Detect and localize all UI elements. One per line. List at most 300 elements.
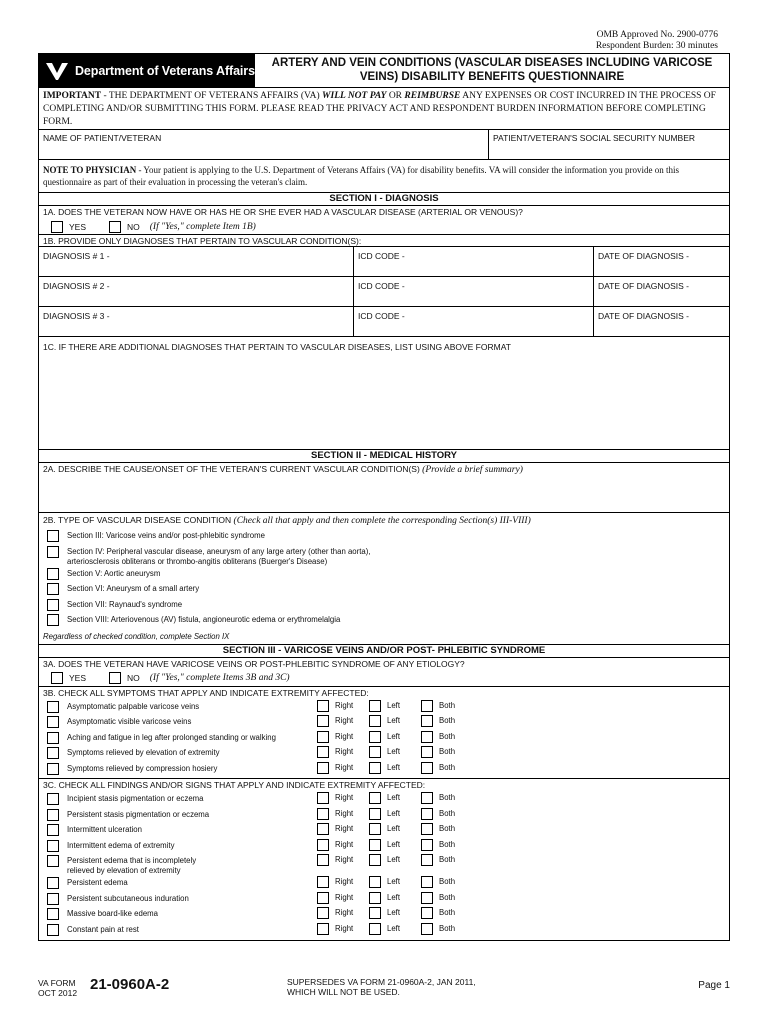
finding-row bbox=[39, 808, 729, 824]
symptom-both-label: Both bbox=[439, 747, 456, 756]
symptom-right-label: Right bbox=[335, 747, 354, 756]
form-frame bbox=[38, 53, 730, 941]
finding-row bbox=[39, 839, 729, 855]
note-to-physician bbox=[39, 160, 729, 193]
note-lead: NOTE TO PHYSICIAN bbox=[43, 165, 137, 175]
finding-left-option bbox=[369, 823, 421, 835]
finding-left-label: Left bbox=[387, 892, 401, 902]
symptom-left-checkbox[interactable] bbox=[369, 700, 381, 712]
agency-name: Department of Veterans Affairs bbox=[75, 63, 255, 78]
q2b-option-6[interactable] bbox=[39, 613, 729, 629]
finding-right-checkbox[interactable] bbox=[317, 839, 329, 851]
finding-left-checkbox[interactable] bbox=[369, 839, 381, 851]
finding-row bbox=[39, 907, 729, 923]
finding-right-label: Right bbox=[335, 824, 354, 833]
symptom-left-checkbox[interactable] bbox=[369, 715, 381, 727]
finding-left-label: Left bbox=[387, 824, 401, 833]
q2b-option-6-checkbox[interactable] bbox=[47, 614, 59, 626]
q2a-field[interactable] bbox=[39, 463, 729, 513]
date-2-field[interactable]: DATE OF DIAGNOSIS - bbox=[598, 281, 689, 291]
finding-label-line1: Persistent edema bbox=[67, 878, 128, 887]
omb-block bbox=[596, 30, 718, 52]
symptom-right-label: Right bbox=[335, 731, 354, 741]
finding-label-line2: relieved by elevation of extremity bbox=[67, 866, 181, 875]
section-3-title: SECTION III - VARICOSE VEINS AND/OR POST- PHLEBITIC SYNDROME bbox=[39, 645, 729, 658]
q2b-note: (Check all that apply and then complete the corresponding Section(s) III-VIII) bbox=[233, 516, 531, 526]
finding-right-label: Right bbox=[335, 908, 354, 917]
finding-left-label: Left bbox=[387, 839, 401, 849]
finding-label bbox=[67, 854, 317, 876]
finding-both-label: Both bbox=[439, 923, 456, 933]
q2b-option-2-line1: Section IV: Peripheral vascular disease, aneurysm of any large artery (other than aorta), bbox=[67, 546, 371, 556]
symptom-right-checkbox[interactable] bbox=[317, 700, 329, 712]
symptom-right-checkbox[interactable] bbox=[317, 762, 329, 774]
q2b-option-4-label: Section VI: Aneurysm of a small artery bbox=[67, 584, 200, 593]
symptom-checkbox[interactable] bbox=[47, 732, 59, 744]
symptom-left-checkbox[interactable] bbox=[369, 731, 381, 743]
symptom-label bbox=[67, 715, 317, 727]
patient-name-label: NAME OF PATIENT/VETERAN bbox=[43, 133, 162, 143]
symptom-right-checkbox[interactable] bbox=[317, 731, 329, 743]
symptom-extremity-options bbox=[317, 700, 473, 712]
finding-both-checkbox[interactable] bbox=[421, 876, 433, 888]
finding-label-line1: Intermittent ulceration bbox=[67, 825, 142, 834]
finding-right-checkbox[interactable] bbox=[317, 923, 329, 935]
finding-list bbox=[39, 792, 729, 938]
finding-right-checkbox[interactable] bbox=[317, 792, 329, 804]
finding-label-line1: Constant pain at rest bbox=[67, 924, 139, 934]
q3a-label: 3A. DOES THE VETERAN HAVE VARICOSE VEINS OR POST-PHLEBITIC SYNDROME OF ANY ETIOLOGY? bbox=[43, 658, 465, 669]
q3a-yes-checkbox[interactable] bbox=[51, 672, 63, 684]
q1c-label: 1C. IF THERE ARE ADDITIONAL DIAGNOSES THAT PERTAIN TO VASCULAR DISEASES, LIST USING ABOVE FORMAT bbox=[43, 342, 511, 352]
symptom-right-option bbox=[317, 746, 369, 758]
symptom-extremity-options bbox=[317, 715, 473, 727]
icd-1-field[interactable]: ICD CODE - bbox=[354, 247, 594, 276]
symptom-both-label: Both bbox=[439, 700, 456, 710]
finding-left-option bbox=[369, 876, 421, 888]
symptom-right-label: Right bbox=[335, 700, 354, 710]
symptom-both-label: Both bbox=[439, 762, 456, 772]
q3a-yes-label: YES bbox=[69, 673, 87, 683]
finding-right-option bbox=[317, 839, 369, 851]
finding-left-checkbox[interactable] bbox=[369, 854, 381, 866]
finding-extremity-options bbox=[317, 923, 473, 935]
q1a-block bbox=[39, 206, 729, 235]
form-header bbox=[39, 54, 729, 88]
patient-ssn-label: PATIENT/VETERAN'S SOCIAL SECURITY NUMBER bbox=[493, 133, 696, 143]
q2b-option-2-line2: arteriosclerosis obliterans or thrombo-angitis obliterans (Buerger's Disease) bbox=[67, 556, 328, 566]
finding-extremity-options bbox=[317, 792, 473, 804]
q1b-label: 1B. PROVIDE ONLY DIAGNOSES THAT PERTAIN TO VASCULAR CONDITION(S): bbox=[39, 235, 729, 247]
finding-both-checkbox[interactable] bbox=[421, 808, 433, 820]
symptom-row bbox=[39, 700, 729, 716]
q3a-block bbox=[39, 658, 729, 687]
will-not-pay: WILL NOT PAY bbox=[322, 91, 387, 101]
symptom-left-option bbox=[369, 700, 421, 712]
q2b-option-5[interactable] bbox=[39, 598, 729, 614]
diagnosis-2-field[interactable]: DIAGNOSIS # 2 - bbox=[39, 277, 354, 306]
symptom-left-checkbox[interactable] bbox=[369, 746, 381, 758]
q2b-block bbox=[39, 513, 729, 645]
form-title-line2: VEINS) DISABILITY BENEFITS QUESTIONNAIRE bbox=[359, 70, 625, 83]
important-or: OR bbox=[386, 91, 405, 101]
finding-both-label: Both bbox=[439, 793, 456, 802]
symptom-label-line1: Asymptomatic visible varicose veins bbox=[67, 717, 192, 726]
finding-extremity-options bbox=[317, 823, 473, 835]
va-seal-icon bbox=[45, 60, 69, 82]
finding-both-label: Both bbox=[439, 877, 456, 886]
finding-both-option bbox=[421, 839, 473, 851]
finding-both-option bbox=[421, 923, 473, 935]
q3b-label: 3B. CHECK ALL SYMPTOMS THAT APPLY AND INDICATE EXTREMITY AFFECTED: bbox=[43, 687, 369, 698]
supersedes-note bbox=[287, 977, 476, 997]
finding-left-option bbox=[369, 854, 421, 866]
finding-right-label: Right bbox=[335, 855, 354, 864]
symptom-label-line1: Symptoms relieved by compression hosiery bbox=[67, 763, 218, 773]
symptom-row bbox=[39, 731, 729, 747]
q2b-option-1[interactable] bbox=[39, 529, 729, 545]
finding-both-option bbox=[421, 808, 473, 820]
symptom-label-line1: Asymptomatic palpable varicose veins bbox=[67, 701, 200, 711]
q2b-option-2-checkbox[interactable] bbox=[47, 546, 59, 558]
symptom-both-option bbox=[421, 731, 473, 743]
symptom-both-checkbox[interactable] bbox=[421, 746, 433, 758]
symptom-both-checkbox[interactable] bbox=[421, 731, 433, 743]
form-title-line1: ARTERY AND VEIN CONDITIONS (VASCULAR DISEASES INCLUDING VARICOSE bbox=[271, 57, 713, 69]
finding-left-checkbox[interactable] bbox=[369, 808, 381, 820]
form-footer bbox=[38, 975, 730, 1007]
finding-left-label: Left bbox=[387, 908, 401, 917]
finding-right-label: Right bbox=[335, 892, 354, 902]
finding-right-option bbox=[317, 907, 369, 919]
symptom-both-option bbox=[421, 715, 473, 727]
patient-name-field[interactable] bbox=[39, 130, 489, 159]
symptom-both-label: Both bbox=[439, 716, 456, 725]
va-logo bbox=[39, 54, 255, 87]
finding-right-checkbox[interactable] bbox=[317, 907, 329, 919]
va-form-label bbox=[38, 978, 77, 998]
finding-checkbox[interactable] bbox=[47, 877, 59, 889]
symptom-checkbox[interactable] bbox=[47, 716, 59, 728]
symptom-right-checkbox[interactable] bbox=[317, 746, 329, 758]
finding-right-option bbox=[317, 876, 369, 888]
q2b-option-2[interactable] bbox=[39, 545, 729, 567]
finding-left-label: Left bbox=[387, 808, 401, 818]
q1c-field[interactable] bbox=[39, 337, 729, 450]
finding-left-option bbox=[369, 839, 421, 851]
finding-checkbox[interactable] bbox=[47, 855, 59, 867]
finding-left-option bbox=[369, 792, 421, 804]
important-text1: - THE DEPARTMENT OF VETERANS AFFAIRS (VA) bbox=[101, 91, 323, 101]
q1a-yes-checkbox[interactable] bbox=[51, 221, 63, 233]
q3a-options bbox=[39, 671, 729, 686]
symptom-left-option bbox=[369, 715, 421, 727]
finding-label bbox=[67, 839, 317, 851]
finding-right-option bbox=[317, 892, 369, 904]
finding-right-checkbox[interactable] bbox=[317, 854, 329, 866]
finding-right-checkbox[interactable] bbox=[317, 808, 329, 820]
q2b-option-3[interactable] bbox=[39, 567, 729, 583]
finding-left-checkbox[interactable] bbox=[369, 907, 381, 919]
symptom-label-line1: Aching and fatigue in leg after prolonged standing or walking bbox=[67, 732, 276, 742]
icd-3-field[interactable]: ICD CODE - bbox=[354, 307, 594, 336]
finding-label bbox=[67, 923, 317, 935]
finding-both-checkbox[interactable] bbox=[421, 854, 433, 866]
form-title bbox=[255, 54, 729, 87]
symptom-left-label: Left bbox=[387, 747, 401, 756]
symptom-right-option bbox=[317, 715, 369, 727]
diagnosis-row-3 bbox=[39, 307, 729, 337]
finding-label-line1: Persistent subcutaneous induration bbox=[67, 893, 189, 903]
symptom-right-label: Right bbox=[335, 716, 354, 725]
q2b-option-1-label: Section III: Varicose veins and/or post-phlebitic syndrome bbox=[67, 531, 265, 540]
symptom-label bbox=[67, 700, 317, 712]
finding-both-checkbox[interactable] bbox=[421, 792, 433, 804]
finding-right-label: Right bbox=[335, 839, 354, 849]
reimburse: REIMBURSE bbox=[404, 91, 461, 101]
finding-right-option bbox=[317, 823, 369, 835]
q2b-option-3-label: Section V: Aortic aneurysm bbox=[67, 568, 161, 578]
finding-label bbox=[67, 876, 317, 888]
important-lead: IMPORTANT bbox=[43, 91, 102, 101]
finding-both-label: Both bbox=[439, 839, 456, 849]
finding-extremity-options bbox=[317, 854, 473, 866]
finding-row bbox=[39, 876, 729, 892]
finding-both-option bbox=[421, 876, 473, 888]
q2b-option-5-checkbox[interactable] bbox=[47, 599, 59, 611]
finding-left-checkbox[interactable] bbox=[369, 923, 381, 935]
finding-row bbox=[39, 823, 729, 839]
symptom-both-option bbox=[421, 700, 473, 712]
symptom-right-checkbox[interactable] bbox=[317, 715, 329, 727]
finding-left-option bbox=[369, 907, 421, 919]
finding-checkbox[interactable] bbox=[47, 793, 59, 805]
finding-right-option bbox=[317, 808, 369, 820]
finding-right-label: Right bbox=[335, 793, 354, 802]
finding-both-option bbox=[421, 792, 473, 804]
important-text2: ANY EXPENSES OR COST INCURRED IN THE PROCESS OF COMPLETING AND/OR SUBMITTING THIS FORM. PLEASE READ THE PRIVACY ACT AND RESPONDENT BURDEN INFORMATION BEFORE COMPLETING FORM. bbox=[43, 91, 716, 127]
diagnosis-row-1 bbox=[39, 247, 729, 277]
finding-extremity-options bbox=[317, 808, 473, 820]
q2b-option-6-label: Section VIII: Arteriovenous (AV) fistula, angioneurotic edema or erythromelalgia bbox=[67, 615, 341, 624]
finding-label-line1: Persistent stasis pigmentation or eczema bbox=[67, 809, 210, 819]
finding-both-option bbox=[421, 823, 473, 835]
q1a-options bbox=[39, 219, 729, 234]
finding-row bbox=[39, 892, 729, 908]
finding-label-line1: Massive board-like edema bbox=[67, 909, 159, 918]
q3a-note: (If "Yes," complete Items 3B and 3C) bbox=[149, 673, 290, 683]
finding-right-checkbox[interactable] bbox=[317, 892, 329, 904]
finding-left-label: Left bbox=[387, 793, 401, 802]
section-2-title: SECTION II - MEDICAL HISTORY bbox=[39, 450, 729, 463]
q3a-no-label: NO bbox=[127, 673, 140, 683]
finding-left-checkbox[interactable] bbox=[369, 876, 381, 888]
finding-both-checkbox[interactable] bbox=[421, 923, 433, 935]
finding-label-line1: Persistent edema that is incompletely bbox=[67, 856, 197, 865]
important-notice bbox=[39, 88, 729, 130]
symptom-row bbox=[39, 762, 729, 778]
q2b-option-1-checkbox[interactable] bbox=[47, 530, 59, 542]
symptom-extremity-options bbox=[317, 762, 473, 774]
symptom-left-label: Left bbox=[387, 731, 401, 741]
symptom-extremity-options bbox=[317, 731, 473, 743]
finding-left-label: Left bbox=[387, 877, 401, 886]
symptom-both-option bbox=[421, 762, 473, 774]
finding-both-checkbox[interactable] bbox=[421, 823, 433, 835]
finding-label bbox=[67, 892, 317, 904]
finding-checkbox[interactable] bbox=[47, 809, 59, 821]
finding-left-option bbox=[369, 892, 421, 904]
icd-2-field[interactable]: ICD CODE - bbox=[354, 277, 594, 306]
section-1-title: SECTION I - DIAGNOSIS bbox=[39, 193, 729, 206]
finding-right-option bbox=[317, 854, 369, 866]
finding-left-checkbox[interactable] bbox=[369, 792, 381, 804]
q1a-label: 1A. DOES THE VETERAN NOW HAVE OR HAS HE OR SHE EVER HAD A VASCULAR DISEASE (ARTERIAL OR VENOUS)? bbox=[43, 207, 523, 217]
diagnosis-row-2 bbox=[39, 277, 729, 307]
q3c-label: 3C. CHECK ALL FINDINGS AND/OR SIGNS THAT APPLY AND INDICATE EXTREMITY AFFECTED: bbox=[43, 780, 426, 790]
symptom-left-label: Left bbox=[387, 716, 401, 725]
page-number: Page 1 bbox=[698, 980, 730, 991]
finding-left-option bbox=[369, 923, 421, 935]
finding-extremity-options bbox=[317, 839, 473, 851]
symptom-right-label: Right bbox=[335, 762, 354, 772]
finding-right-checkbox[interactable] bbox=[317, 876, 329, 888]
q1a-no-checkbox[interactable] bbox=[109, 221, 121, 233]
finding-both-checkbox[interactable] bbox=[421, 892, 433, 904]
finding-checkbox[interactable] bbox=[47, 924, 59, 936]
finding-checkbox[interactable] bbox=[47, 824, 59, 836]
finding-right-label: Right bbox=[335, 923, 354, 933]
q3c-block bbox=[39, 779, 729, 940]
finding-label bbox=[67, 823, 317, 835]
finding-both-label: Both bbox=[439, 824, 456, 833]
form-number: 21-0960A-2 bbox=[90, 976, 170, 993]
finding-label bbox=[67, 907, 317, 919]
finding-left-option bbox=[369, 808, 421, 820]
finding-both-label: Both bbox=[439, 892, 456, 902]
date-1-field[interactable]: DATE OF DIAGNOSIS - bbox=[598, 251, 689, 261]
finding-both-checkbox[interactable] bbox=[421, 907, 433, 919]
omb-number: OMB Approved No. 2900-0776 bbox=[596, 30, 718, 40]
diagnosis-1-field[interactable]: DIAGNOSIS # 1 - bbox=[39, 247, 354, 276]
finding-both-option bbox=[421, 892, 473, 904]
symptom-right-option bbox=[317, 700, 369, 712]
symptom-left-label: Left bbox=[387, 700, 401, 710]
finding-label-line1: Intermittent edema of extremity bbox=[67, 840, 175, 850]
finding-right-option bbox=[317, 923, 369, 935]
q1a-note: (If "Yes," complete Item 1B) bbox=[149, 221, 256, 232]
q2b-option-4[interactable] bbox=[39, 582, 729, 598]
finding-checkbox[interactable] bbox=[47, 908, 59, 920]
q3b-block bbox=[39, 687, 729, 780]
q2b-option-3-checkbox[interactable] bbox=[47, 568, 59, 580]
finding-checkbox[interactable] bbox=[47, 840, 59, 852]
finding-both-label: Both bbox=[439, 808, 456, 818]
symptom-left-option bbox=[369, 746, 421, 758]
symptom-both-checkbox[interactable] bbox=[421, 762, 433, 774]
symptom-right-option bbox=[317, 731, 369, 743]
symptom-both-label: Both bbox=[439, 731, 456, 741]
finding-right-checkbox[interactable] bbox=[317, 823, 329, 835]
finding-left-label: Left bbox=[387, 923, 401, 933]
finding-extremity-options bbox=[317, 907, 473, 919]
patient-info-row bbox=[39, 130, 729, 160]
q2b-option-4-checkbox[interactable] bbox=[47, 583, 59, 595]
symptom-right-option bbox=[317, 762, 369, 774]
finding-label bbox=[67, 808, 317, 820]
finding-left-checkbox[interactable] bbox=[369, 823, 381, 835]
finding-extremity-options bbox=[317, 876, 473, 888]
q2a-label bbox=[39, 463, 729, 477]
patient-ssn-field[interactable] bbox=[489, 130, 729, 159]
finding-right-label: Right bbox=[335, 808, 354, 818]
finding-extremity-options bbox=[317, 892, 473, 904]
finding-both-checkbox[interactable] bbox=[421, 839, 433, 851]
symptom-extremity-options bbox=[317, 746, 473, 758]
date-3-field[interactable]: DATE OF DIAGNOSIS - bbox=[598, 311, 689, 321]
symptom-label bbox=[67, 746, 317, 758]
va-form-text: VA FORM bbox=[38, 978, 76, 988]
q2a-text: 2A. DESCRIBE THE CAUSE/ONSET OF THE VETERAN'S CURRENT VASCULAR CONDITION(S) bbox=[43, 464, 420, 474]
finding-both-option bbox=[421, 907, 473, 919]
supersedes-line1: SUPERSEDES VA FORM 21-0960A-2, JAN 2011, bbox=[287, 977, 476, 987]
symptom-row bbox=[39, 715, 729, 731]
finding-label-line1: Incipient stasis pigmentation or eczema bbox=[67, 794, 204, 803]
symptom-both-checkbox[interactable] bbox=[421, 700, 433, 712]
finding-right-label: Right bbox=[335, 877, 354, 886]
q1a-no-label: NO bbox=[127, 221, 140, 232]
respondent-burden: Respondent Burden: 30 minutes bbox=[595, 41, 718, 51]
diagnosis-3-field[interactable]: DIAGNOSIS # 3 - bbox=[39, 307, 354, 336]
q1a-yes-label: YES bbox=[69, 221, 87, 232]
q2a-note: (Provide a brief summary) bbox=[422, 465, 523, 475]
finding-label bbox=[67, 792, 317, 804]
finding-left-label: Left bbox=[387, 855, 401, 864]
finding-left-checkbox[interactable] bbox=[369, 892, 381, 904]
regardless-note: Regardless of checked condition, complete Section IX bbox=[43, 631, 230, 641]
symptom-checkbox[interactable] bbox=[47, 701, 59, 713]
q3a-no-checkbox[interactable] bbox=[109, 672, 121, 684]
symptom-label bbox=[67, 731, 317, 743]
q2b-text: 2B. TYPE OF VASCULAR DISEASE CONDITION bbox=[43, 515, 232, 525]
finding-right-option bbox=[317, 792, 369, 804]
q2b-option-5-label: Section VII: Raynaud's syndrome bbox=[67, 599, 183, 609]
symptom-both-checkbox[interactable] bbox=[421, 715, 433, 727]
finding-both-option bbox=[421, 854, 473, 866]
finding-both-label: Both bbox=[439, 855, 456, 864]
symptom-label bbox=[67, 762, 317, 774]
finding-row bbox=[39, 923, 729, 939]
supersedes-line2: WHICH WILL NOT BE USED. bbox=[287, 987, 400, 997]
note-text: - Your patient is applying to the U.S. Department of Veterans Affairs (VA) for disability benefits. VA will consider the information you provide on this questionnaire as part of their evaluation in processing the veteran's claim. bbox=[43, 165, 680, 187]
symptom-left-checkbox[interactable] bbox=[369, 762, 381, 774]
finding-row bbox=[39, 792, 729, 808]
symptom-checkbox[interactable] bbox=[47, 747, 59, 759]
symptom-list bbox=[39, 700, 729, 778]
symptom-left-label: Left bbox=[387, 762, 401, 772]
form-date: OCT 2012 bbox=[38, 988, 78, 998]
symptom-row bbox=[39, 746, 729, 762]
finding-both-label: Both bbox=[439, 908, 456, 917]
q2b-label bbox=[39, 513, 729, 529]
symptom-left-option bbox=[369, 731, 421, 743]
q2b-option-2-label bbox=[67, 545, 371, 567]
finding-checkbox[interactable] bbox=[47, 893, 59, 905]
finding-row bbox=[39, 854, 729, 876]
symptom-both-option bbox=[421, 746, 473, 758]
symptom-checkbox[interactable] bbox=[47, 763, 59, 775]
symptom-left-option bbox=[369, 762, 421, 774]
